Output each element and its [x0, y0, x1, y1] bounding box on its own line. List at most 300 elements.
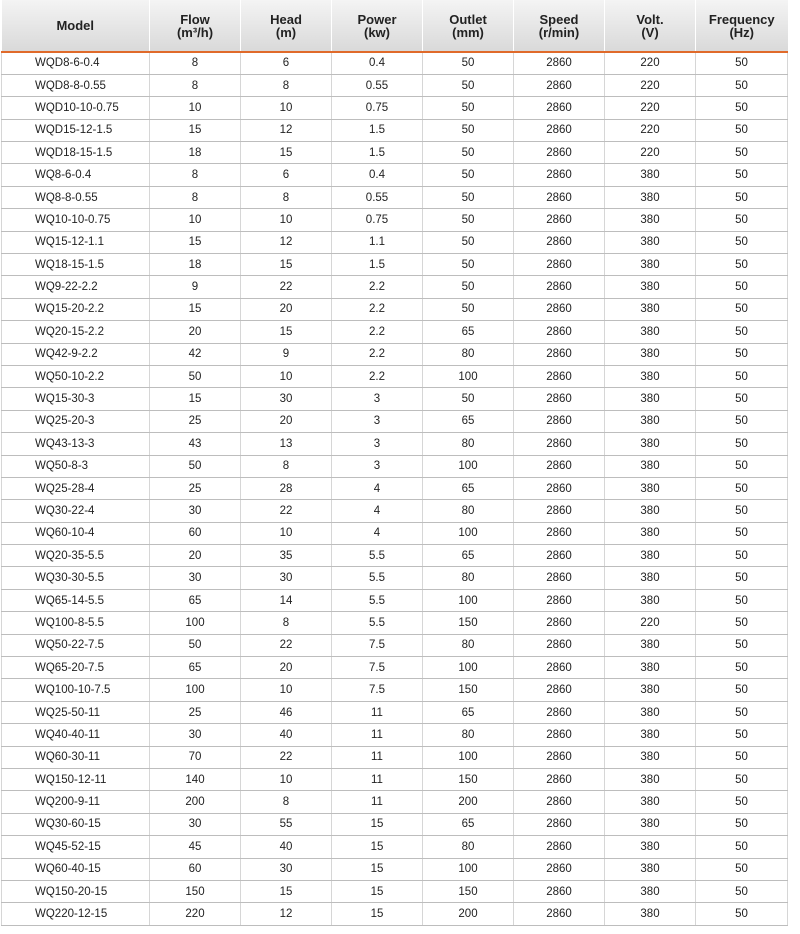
table-row: [2, 321, 788, 343]
cell-model: WQ200-9-11: [2, 791, 150, 813]
header-flow: [150, 0, 241, 52]
cell-outlet: 50: [423, 276, 514, 298]
cell-speed: 2860: [514, 545, 605, 567]
cell-outlet: 65: [423, 701, 514, 723]
header-outlet-unit: (mm): [452, 24, 484, 40]
cell-volt: 220: [605, 74, 696, 96]
cell-flow: 15: [150, 119, 241, 141]
cell-power: 11: [332, 769, 423, 791]
table-row: [2, 679, 788, 701]
cell-model: WQD10-10-0.75: [2, 97, 150, 119]
cell-power: 2.2: [332, 365, 423, 387]
cell-head: 14: [241, 589, 332, 611]
cell-frequency: 50: [696, 52, 788, 74]
cell-flow: 15: [150, 298, 241, 320]
cell-speed: 2860: [514, 410, 605, 432]
cell-head: 15: [241, 142, 332, 164]
cell-model: WQ9-22-2.2: [2, 276, 150, 298]
cell-speed: 2860: [514, 858, 605, 880]
cell-power: 11: [332, 701, 423, 723]
pump-spec-table: [1, 0, 788, 926]
cell-volt: 380: [605, 254, 696, 276]
table-row: [2, 298, 788, 320]
cell-frequency: 50: [696, 254, 788, 276]
cell-flow: 25: [150, 701, 241, 723]
cell-volt: 380: [605, 388, 696, 410]
cell-flow: 8: [150, 164, 241, 186]
table-row: [2, 724, 788, 746]
cell-flow: 60: [150, 522, 241, 544]
cell-speed: 2860: [514, 634, 605, 656]
cell-frequency: 50: [696, 142, 788, 164]
cell-flow: 30: [150, 724, 241, 746]
cell-outlet: 65: [423, 477, 514, 499]
cell-speed: 2860: [514, 813, 605, 835]
cell-outlet: 50: [423, 298, 514, 320]
table-row: [2, 52, 788, 74]
cell-head: 13: [241, 433, 332, 455]
table-row: [2, 500, 788, 522]
cell-power: 7.5: [332, 679, 423, 701]
cell-volt: 380: [605, 477, 696, 499]
cell-flow: 45: [150, 836, 241, 858]
header-speed: [514, 0, 605, 52]
cell-power: 1.5: [332, 119, 423, 141]
cell-model: WQ8-8-0.55: [2, 186, 150, 208]
cell-frequency: 50: [696, 701, 788, 723]
cell-flow: 8: [150, 186, 241, 208]
cell-outlet: 100: [423, 455, 514, 477]
cell-speed: 2860: [514, 522, 605, 544]
cell-flow: 10: [150, 209, 241, 231]
cell-model: WQD8-8-0.55: [2, 74, 150, 96]
table-row: [2, 455, 788, 477]
table-row: [2, 231, 788, 253]
cell-model: WQ150-12-11: [2, 769, 150, 791]
cell-flow: 25: [150, 477, 241, 499]
header-frequency-unit: (Hz): [729, 24, 755, 40]
cell-frequency: 50: [696, 298, 788, 320]
cell-power: 4: [332, 477, 423, 499]
cell-volt: 380: [605, 365, 696, 387]
cell-head: 10: [241, 209, 332, 231]
cell-volt: 380: [605, 500, 696, 522]
cell-volt: 380: [605, 903, 696, 925]
cell-outlet: 200: [423, 903, 514, 925]
cell-speed: 2860: [514, 254, 605, 276]
cell-head: 30: [241, 388, 332, 410]
cell-volt: 380: [605, 589, 696, 611]
cell-outlet: 80: [423, 433, 514, 455]
cell-model: WQ18-15-1.5: [2, 254, 150, 276]
cell-speed: 2860: [514, 657, 605, 679]
table-row: [2, 657, 788, 679]
table-row: [2, 701, 788, 723]
cell-head: 30: [241, 567, 332, 589]
cell-volt: 380: [605, 164, 696, 186]
header-frequency: [696, 0, 788, 52]
cell-speed: 2860: [514, 231, 605, 253]
header-volt: [605, 0, 696, 52]
cell-power: 15: [332, 858, 423, 880]
cell-model: WQ15-20-2.2: [2, 298, 150, 320]
cell-volt: 380: [605, 836, 696, 858]
cell-outlet: 50: [423, 388, 514, 410]
cell-model: WQ40-40-11: [2, 724, 150, 746]
header-frequency-label: Frequency: [708, 11, 775, 27]
cell-frequency: 50: [696, 769, 788, 791]
cell-power: 7.5: [332, 634, 423, 656]
cell-volt: 380: [605, 567, 696, 589]
cell-head: 40: [241, 836, 332, 858]
cell-frequency: 50: [696, 903, 788, 925]
cell-power: 5.5: [332, 545, 423, 567]
cell-flow: 20: [150, 321, 241, 343]
cell-volt: 220: [605, 612, 696, 634]
header-outlet-label: Outlet: [449, 11, 487, 27]
table-row: [2, 142, 788, 164]
table-row: [2, 254, 788, 276]
header-volt-label: Volt.: [636, 11, 664, 27]
cell-outlet: 100: [423, 657, 514, 679]
cell-outlet: 50: [423, 231, 514, 253]
cell-outlet: 100: [423, 589, 514, 611]
cell-head: 10: [241, 97, 332, 119]
cell-power: 3: [332, 388, 423, 410]
cell-flow: 65: [150, 657, 241, 679]
cell-head: 6: [241, 52, 332, 74]
cell-model: WQ60-30-11: [2, 746, 150, 768]
cell-power: 11: [332, 746, 423, 768]
cell-volt: 380: [605, 701, 696, 723]
cell-frequency: 50: [696, 634, 788, 656]
cell-speed: 2860: [514, 746, 605, 768]
table-row: [2, 410, 788, 432]
cell-volt: 380: [605, 209, 696, 231]
cell-head: 12: [241, 119, 332, 141]
cell-speed: 2860: [514, 500, 605, 522]
cell-volt: 220: [605, 52, 696, 74]
cell-model: WQ15-12-1.1: [2, 231, 150, 253]
cell-power: 2.2: [332, 343, 423, 365]
cell-outlet: 200: [423, 791, 514, 813]
header-speed-unit: (r/min): [538, 24, 580, 40]
cell-speed: 2860: [514, 298, 605, 320]
cell-model: WQ45-52-15: [2, 836, 150, 858]
cell-frequency: 50: [696, 455, 788, 477]
cell-head: 22: [241, 746, 332, 768]
table-row: [2, 209, 788, 231]
cell-outlet: 50: [423, 52, 514, 74]
cell-outlet: 65: [423, 321, 514, 343]
cell-flow: 10: [150, 97, 241, 119]
cell-outlet: 150: [423, 679, 514, 701]
cell-head: 6: [241, 164, 332, 186]
cell-speed: 2860: [514, 209, 605, 231]
cell-outlet: 150: [423, 612, 514, 634]
cell-model: WQ25-50-11: [2, 701, 150, 723]
cell-power: 15: [332, 813, 423, 835]
table-row: [2, 858, 788, 880]
cell-outlet: 80: [423, 567, 514, 589]
cell-head: 30: [241, 858, 332, 880]
cell-flow: 30: [150, 813, 241, 835]
cell-speed: 2860: [514, 567, 605, 589]
cell-frequency: 50: [696, 365, 788, 387]
table-row: [2, 276, 788, 298]
cell-model: WQ50-10-2.2: [2, 365, 150, 387]
cell-head: 15: [241, 880, 332, 902]
table-row: [2, 388, 788, 410]
cell-head: 10: [241, 769, 332, 791]
cell-volt: 380: [605, 545, 696, 567]
cell-frequency: 50: [696, 791, 788, 813]
header-power-unit: (kw): [364, 24, 390, 40]
cell-speed: 2860: [514, 52, 605, 74]
header-head: [241, 0, 332, 52]
cell-power: 1.5: [332, 142, 423, 164]
cell-frequency: 50: [696, 612, 788, 634]
cell-volt: 380: [605, 276, 696, 298]
cell-outlet: 100: [423, 746, 514, 768]
cell-head: 22: [241, 500, 332, 522]
cell-head: 8: [241, 74, 332, 96]
header-flow-label: Flow: [180, 11, 210, 27]
cell-frequency: 50: [696, 679, 788, 701]
cell-speed: 2860: [514, 791, 605, 813]
cell-frequency: 50: [696, 880, 788, 902]
table-row: [2, 791, 788, 813]
cell-volt: 380: [605, 813, 696, 835]
header-volt-unit: (V): [641, 24, 659, 40]
cell-frequency: 50: [696, 321, 788, 343]
cell-power: 15: [332, 903, 423, 925]
cell-speed: 2860: [514, 97, 605, 119]
cell-power: 4: [332, 522, 423, 544]
cell-volt: 220: [605, 142, 696, 164]
table-row: [2, 522, 788, 544]
cell-model: WQ25-20-3: [2, 410, 150, 432]
cell-power: 0.4: [332, 164, 423, 186]
cell-head: 10: [241, 365, 332, 387]
cell-outlet: 80: [423, 836, 514, 858]
cell-speed: 2860: [514, 276, 605, 298]
cell-model: WQD8-6-0.4: [2, 52, 150, 74]
cell-power: 3: [332, 455, 423, 477]
cell-speed: 2860: [514, 119, 605, 141]
cell-head: 35: [241, 545, 332, 567]
cell-frequency: 50: [696, 388, 788, 410]
cell-flow: 70: [150, 746, 241, 768]
cell-speed: 2860: [514, 836, 605, 858]
table-row: [2, 813, 788, 835]
cell-head: 15: [241, 254, 332, 276]
table-row: [2, 746, 788, 768]
cell-model: WQ30-22-4: [2, 500, 150, 522]
cell-head: 28: [241, 477, 332, 499]
cell-model: WQ65-14-5.5: [2, 589, 150, 611]
cell-outlet: 50: [423, 186, 514, 208]
cell-volt: 380: [605, 679, 696, 701]
cell-outlet: 150: [423, 769, 514, 791]
cell-flow: 65: [150, 589, 241, 611]
header-model: [2, 0, 150, 52]
cell-frequency: 50: [696, 477, 788, 499]
table-row: [2, 589, 788, 611]
cell-volt: 380: [605, 791, 696, 813]
cell-frequency: 50: [696, 589, 788, 611]
cell-model: WQ10-10-0.75: [2, 209, 150, 231]
cell-flow: 20: [150, 545, 241, 567]
cell-flow: 15: [150, 231, 241, 253]
cell-volt: 380: [605, 186, 696, 208]
cell-volt: 380: [605, 410, 696, 432]
header-model-label: Model: [56, 18, 95, 33]
cell-flow: 50: [150, 455, 241, 477]
cell-frequency: 50: [696, 276, 788, 298]
cell-power: 15: [332, 836, 423, 858]
cell-head: 15: [241, 321, 332, 343]
cell-volt: 380: [605, 522, 696, 544]
cell-frequency: 50: [696, 433, 788, 455]
cell-head: 46: [241, 701, 332, 723]
cell-frequency: 50: [696, 500, 788, 522]
cell-flow: 15: [150, 388, 241, 410]
cell-model: WQ42-9-2.2: [2, 343, 150, 365]
cell-flow: 220: [150, 903, 241, 925]
cell-model: WQD15-12-1.5: [2, 119, 150, 141]
table-row: [2, 769, 788, 791]
table-row: [2, 634, 788, 656]
cell-model: WQ100-8-5.5: [2, 612, 150, 634]
table-row: [2, 433, 788, 455]
cell-volt: 380: [605, 321, 696, 343]
header-power: [332, 0, 423, 52]
table-row: [2, 836, 788, 858]
cell-speed: 2860: [514, 321, 605, 343]
cell-speed: 2860: [514, 903, 605, 925]
cell-outlet: 80: [423, 634, 514, 656]
cell-volt: 380: [605, 880, 696, 902]
cell-power: 0.4: [332, 52, 423, 74]
cell-head: 22: [241, 276, 332, 298]
cell-power: 4: [332, 500, 423, 522]
cell-speed: 2860: [514, 142, 605, 164]
cell-outlet: 50: [423, 119, 514, 141]
cell-flow: 8: [150, 74, 241, 96]
table-row: [2, 545, 788, 567]
table-body: [2, 52, 788, 925]
cell-power: 7.5: [332, 657, 423, 679]
cell-head: 10: [241, 679, 332, 701]
cell-frequency: 50: [696, 746, 788, 768]
cell-model: WQ60-10-4: [2, 522, 150, 544]
cell-model: WQ15-30-3: [2, 388, 150, 410]
cell-model: WQ220-12-15: [2, 903, 150, 925]
table-row: [2, 74, 788, 96]
cell-power: 0.75: [332, 209, 423, 231]
header-speed-label: Speed: [539, 11, 579, 27]
cell-speed: 2860: [514, 724, 605, 746]
cell-speed: 2860: [514, 880, 605, 902]
cell-speed: 2860: [514, 186, 605, 208]
header-power-label: Power: [357, 11, 397, 27]
cell-flow: 50: [150, 365, 241, 387]
cell-speed: 2860: [514, 74, 605, 96]
cell-frequency: 50: [696, 209, 788, 231]
cell-power: 5.5: [332, 612, 423, 634]
cell-model: WQ20-15-2.2: [2, 321, 150, 343]
table-row: [2, 567, 788, 589]
cell-outlet: 150: [423, 880, 514, 902]
cell-model: WQD18-15-1.5: [2, 142, 150, 164]
cell-frequency: 50: [696, 813, 788, 835]
cell-power: 5.5: [332, 589, 423, 611]
cell-model: WQ100-10-7.5: [2, 679, 150, 701]
cell-speed: 2860: [514, 365, 605, 387]
cell-power: 15: [332, 880, 423, 902]
cell-head: 8: [241, 455, 332, 477]
table-row: [2, 97, 788, 119]
cell-frequency: 50: [696, 522, 788, 544]
cell-outlet: 50: [423, 97, 514, 119]
cell-flow: 200: [150, 791, 241, 813]
cell-frequency: 50: [696, 231, 788, 253]
cell-flow: 60: [150, 858, 241, 880]
cell-outlet: 100: [423, 522, 514, 544]
table-header: [2, 0, 788, 52]
cell-flow: 140: [150, 769, 241, 791]
spec-table-container: [1, 0, 787, 934]
cell-volt: 380: [605, 231, 696, 253]
header-row: [2, 0, 788, 52]
cell-volt: 380: [605, 343, 696, 365]
cell-head: 55: [241, 813, 332, 835]
cell-head: 20: [241, 410, 332, 432]
cell-power: 0.55: [332, 74, 423, 96]
cell-power: 2.2: [332, 321, 423, 343]
cell-head: 12: [241, 903, 332, 925]
cell-model: WQ25-28-4: [2, 477, 150, 499]
cell-frequency: 50: [696, 545, 788, 567]
cell-model: WQ60-40-15: [2, 858, 150, 880]
cell-outlet: 50: [423, 254, 514, 276]
cell-power: 1.1: [332, 231, 423, 253]
cell-speed: 2860: [514, 433, 605, 455]
cell-head: 22: [241, 634, 332, 656]
cell-frequency: 50: [696, 724, 788, 746]
cell-flow: 30: [150, 500, 241, 522]
cell-model: WQ50-22-7.5: [2, 634, 150, 656]
cell-outlet: 65: [423, 813, 514, 835]
cell-volt: 220: [605, 119, 696, 141]
cell-power: 3: [332, 410, 423, 432]
cell-frequency: 50: [696, 97, 788, 119]
table-row: [2, 119, 788, 141]
cell-model: WQ30-60-15: [2, 813, 150, 835]
cell-head: 20: [241, 657, 332, 679]
cell-frequency: 50: [696, 74, 788, 96]
cell-flow: 9: [150, 276, 241, 298]
cell-power: 11: [332, 791, 423, 813]
cell-power: 1.5: [332, 254, 423, 276]
table-row: [2, 186, 788, 208]
cell-flow: 100: [150, 612, 241, 634]
table-row: [2, 880, 788, 902]
cell-power: 3: [332, 433, 423, 455]
cell-speed: 2860: [514, 701, 605, 723]
cell-model: WQ65-20-7.5: [2, 657, 150, 679]
